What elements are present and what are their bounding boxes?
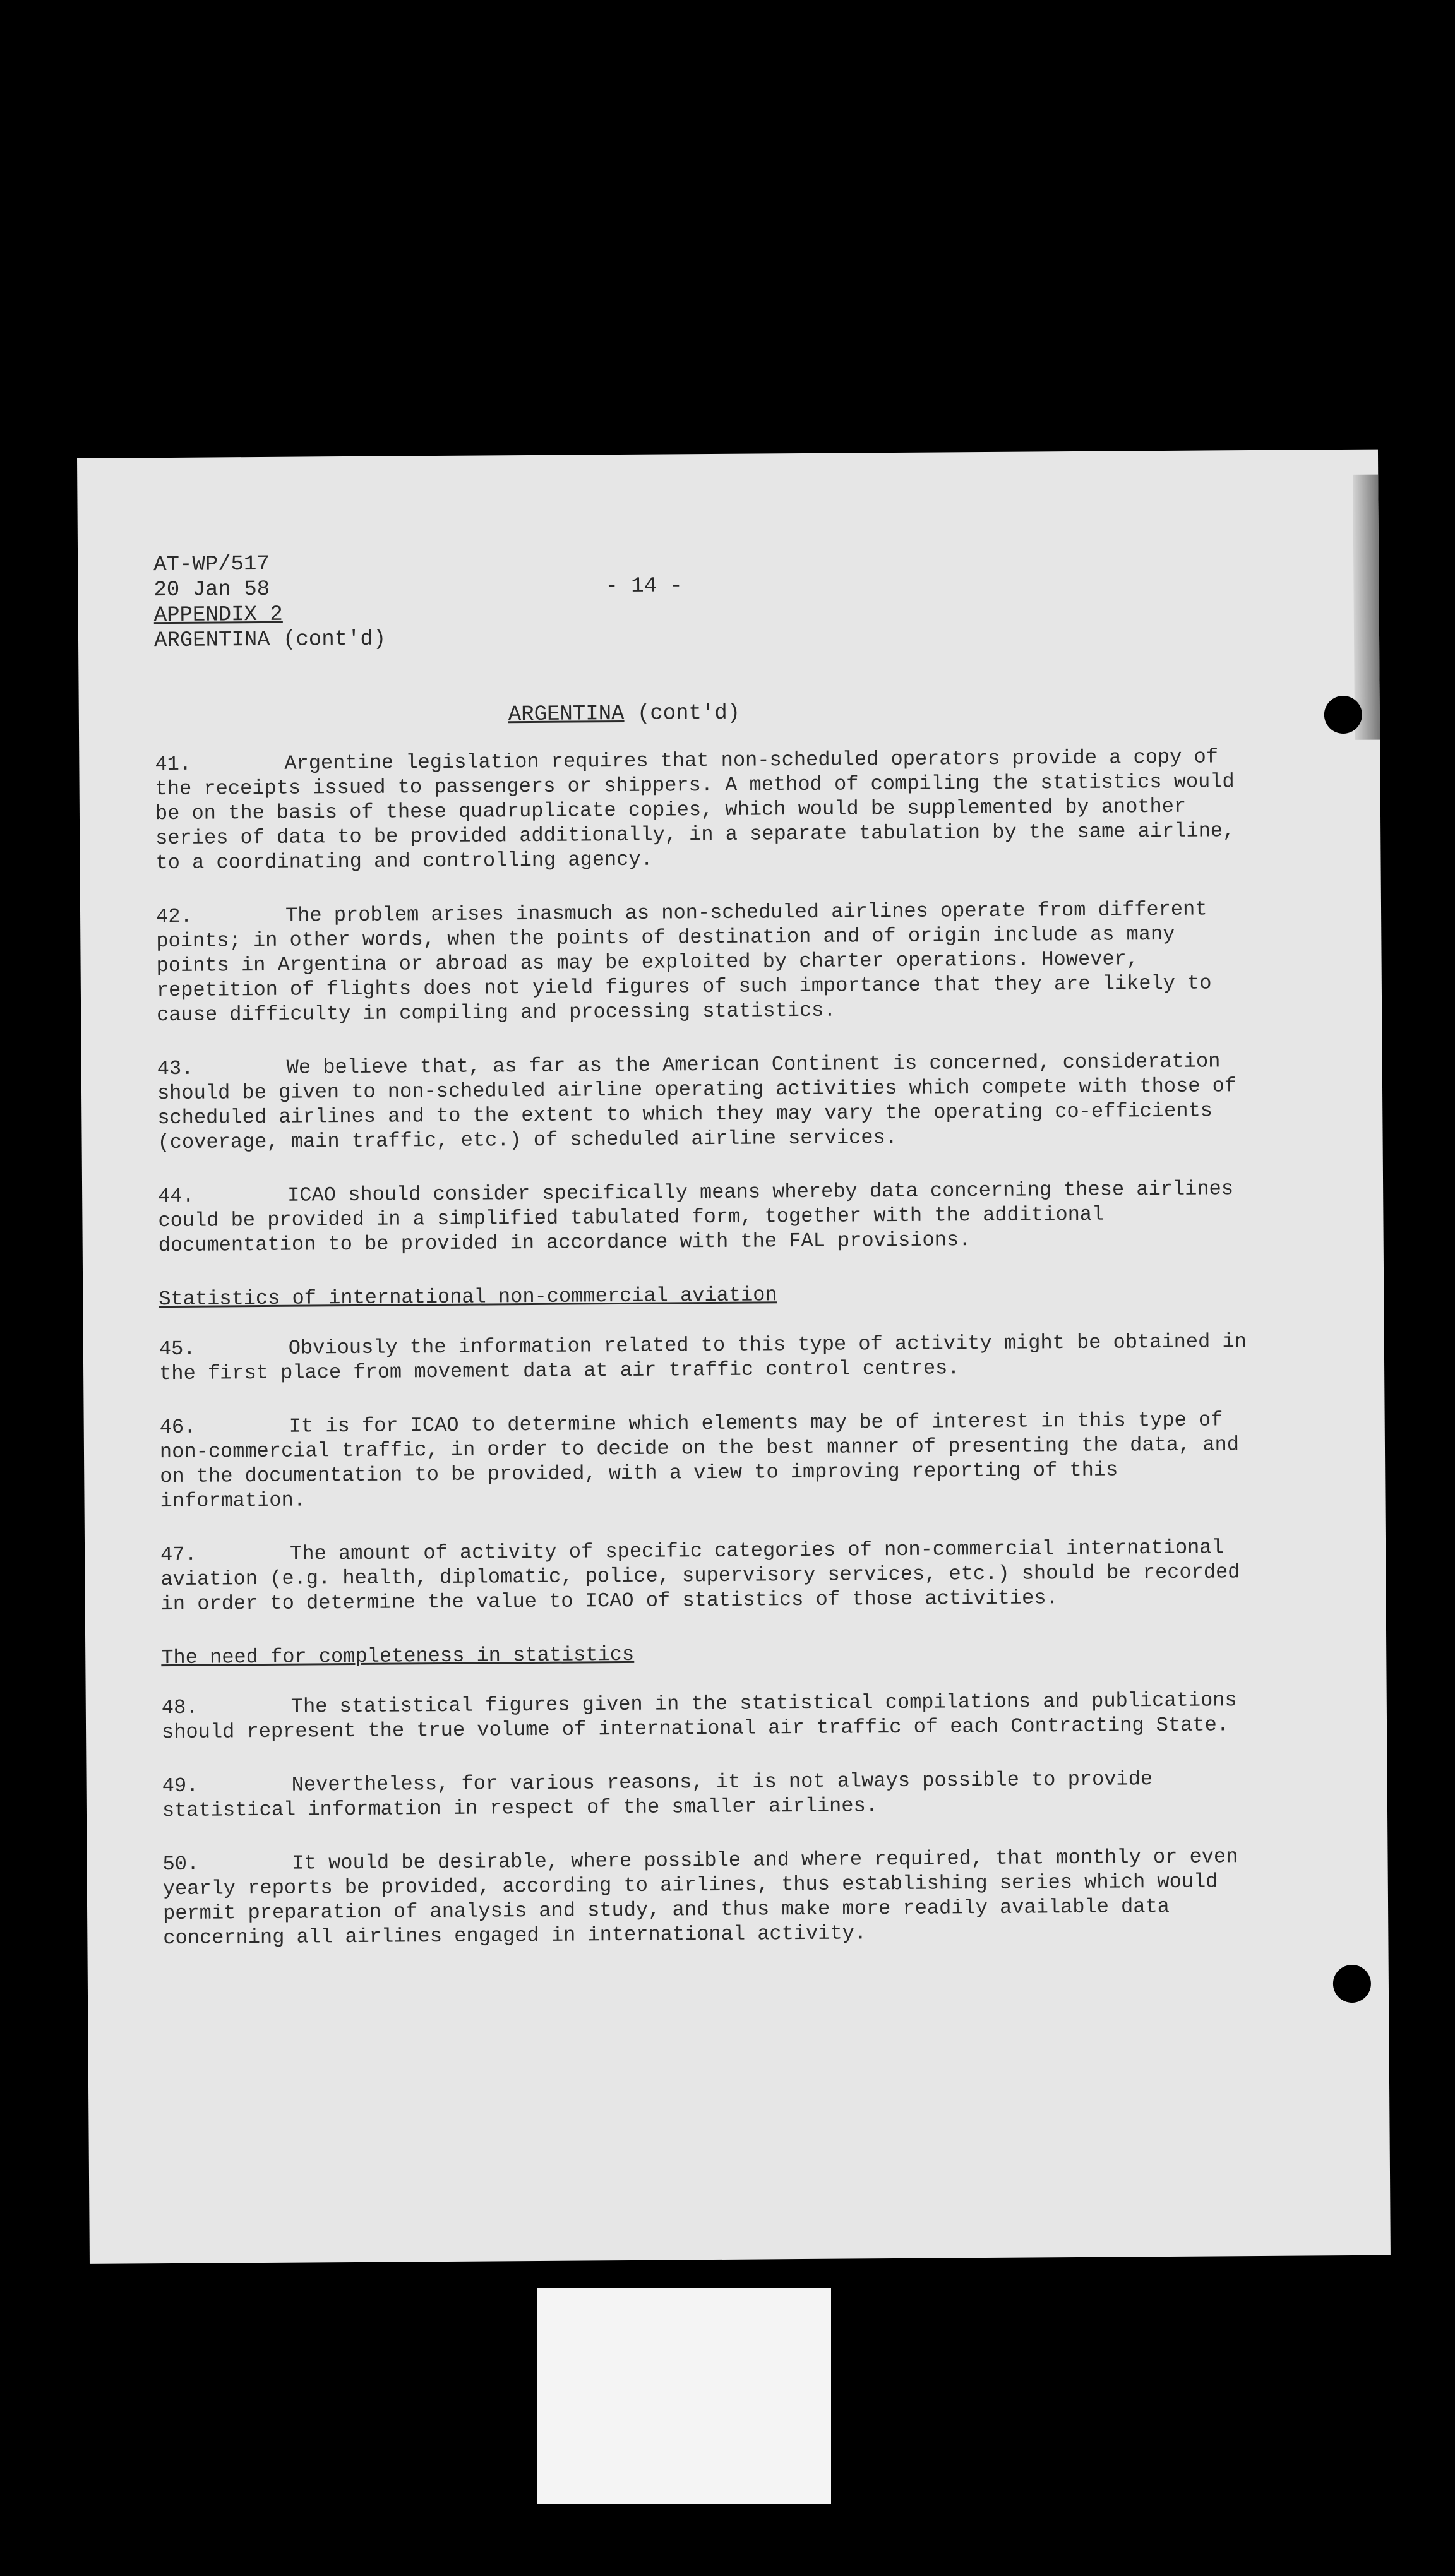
paragraph-number: 49. xyxy=(162,1774,199,1798)
document-reference: AT-WP/517 xyxy=(153,552,270,578)
paragraph-number: 46. xyxy=(159,1415,196,1440)
paragraph-number: 50. xyxy=(162,1852,200,1876)
paragraph-number: 47. xyxy=(160,1542,197,1567)
paragraph-number: 48. xyxy=(161,1695,198,1720)
paragraph-number: 43. xyxy=(157,1056,194,1081)
paragraph-text: Nevertheless, for various reasons, it is not always possible to provide statistical information in respect of the smaller airlines. xyxy=(162,1767,1153,1823)
paragraph-47 xyxy=(160,1535,1260,1616)
paragraph-number: 44. xyxy=(158,1184,195,1208)
subheading-non-commercial-aviation: Statistics of international non-commercial aviation xyxy=(159,1283,777,1311)
paragraph-45 xyxy=(159,1329,1259,1386)
paragraph-number: 41. xyxy=(155,752,192,777)
punch-hole-top xyxy=(1324,696,1362,734)
paragraph-48 xyxy=(162,1688,1261,1744)
paragraph-46 xyxy=(160,1407,1259,1513)
document-header xyxy=(153,551,386,654)
paragraph-text: Argentine legislation requires that non-scheduled operators provide a copy of the receipts issued to passengers or shippers. A method of compiling the statistics would be on the basis of these quadruplicate copies, which would be supplemented by another series of data to be provided additionally, in a separate tabulation by the same airline, to a coordinating and controlling agency. xyxy=(155,745,1235,875)
document-date: 20 Jan 58 xyxy=(153,577,270,603)
page-edge-shadow xyxy=(1353,475,1380,740)
country-label: ARGENTINA (cont'd) xyxy=(153,627,386,653)
paragraph-42 xyxy=(156,897,1255,1027)
document-body xyxy=(155,744,1262,1979)
paragraph-text: Obviously the information related to this type of activity might be obtained in the first place from movement data at air traffic control centres. xyxy=(159,1330,1247,1386)
paragraph-text: The statistical figures given in the statistical compilations and publications should represent the true volume of international air traffic of each Contracting State. xyxy=(161,1688,1237,1744)
page-number: - 14 - xyxy=(605,574,683,599)
section-title xyxy=(508,701,741,727)
paragraph-number: 45. xyxy=(159,1337,196,1361)
subheading-completeness: The need for completeness in statistics xyxy=(161,1642,635,1670)
blank-card xyxy=(537,2288,831,2504)
paragraph-text: ICAO should consider specifically means whereby data concerning these airlines could be provided in a simplified tabulated form, together with the additional documentation to be provided in accordance with the FAL provisions. xyxy=(158,1177,1234,1258)
paragraph-text: The problem arises inasmuch as non-scheduled airlines operate from different points; in other words, when the points of destination and of origin include as many points in Argentina or abroad as may be exploited by charter operations. However, repetition of flights does not yield figures of such importance that they are likely to cause difficulty in compiling and processing statistics. xyxy=(156,897,1212,1027)
paragraph-50 xyxy=(162,1844,1262,1950)
paragraph-text: We believe that, as far as the American Continent is concerned, consideration should be given to non-scheduled airline operating activities which compete with those of scheduled airlines and to the extent to which they may vary the operating co-efficients (coverage, main traffic, etc.) of scheduled airline services. xyxy=(157,1049,1237,1155)
paragraph-44 xyxy=(158,1176,1257,1258)
paragraph-41 xyxy=(155,744,1254,875)
paragraph-43 xyxy=(157,1049,1257,1155)
appendix-label: APPENDIX 2 xyxy=(153,602,283,628)
paragraph-text: It is for ICAO to determine which elements may be of interest in this type of non-commercial traffic, in order to decide on the best manner of presenting the data, and on the documentation to be provided, with a view to improving reporting of this information. xyxy=(159,1408,1240,1513)
document-page xyxy=(77,450,1391,2264)
paragraph-number: 42. xyxy=(155,904,193,929)
punch-hole-bottom xyxy=(1333,1965,1371,2003)
paragraph-text: It would be desirable, where possible and where required, that monthly or even yearly reports be provided, according to airlines, thus establishing series which would permit preparation of analysis and study, and thus make more readily available data concerning all airlines engaged in international activity. xyxy=(162,1845,1238,1950)
paragraph-text: The amount of activity of specific categories of non-commercial international aviation (e.g. health, diplomatic, police, supervisory services, etc.) should be recorded in order to determine the value to ICAO of statistics of those activities. xyxy=(160,1535,1240,1616)
section-title-name: ARGENTINA xyxy=(508,701,625,727)
section-title-suffix: (cont'd) xyxy=(637,701,741,726)
paragraph-49 xyxy=(162,1766,1262,1823)
